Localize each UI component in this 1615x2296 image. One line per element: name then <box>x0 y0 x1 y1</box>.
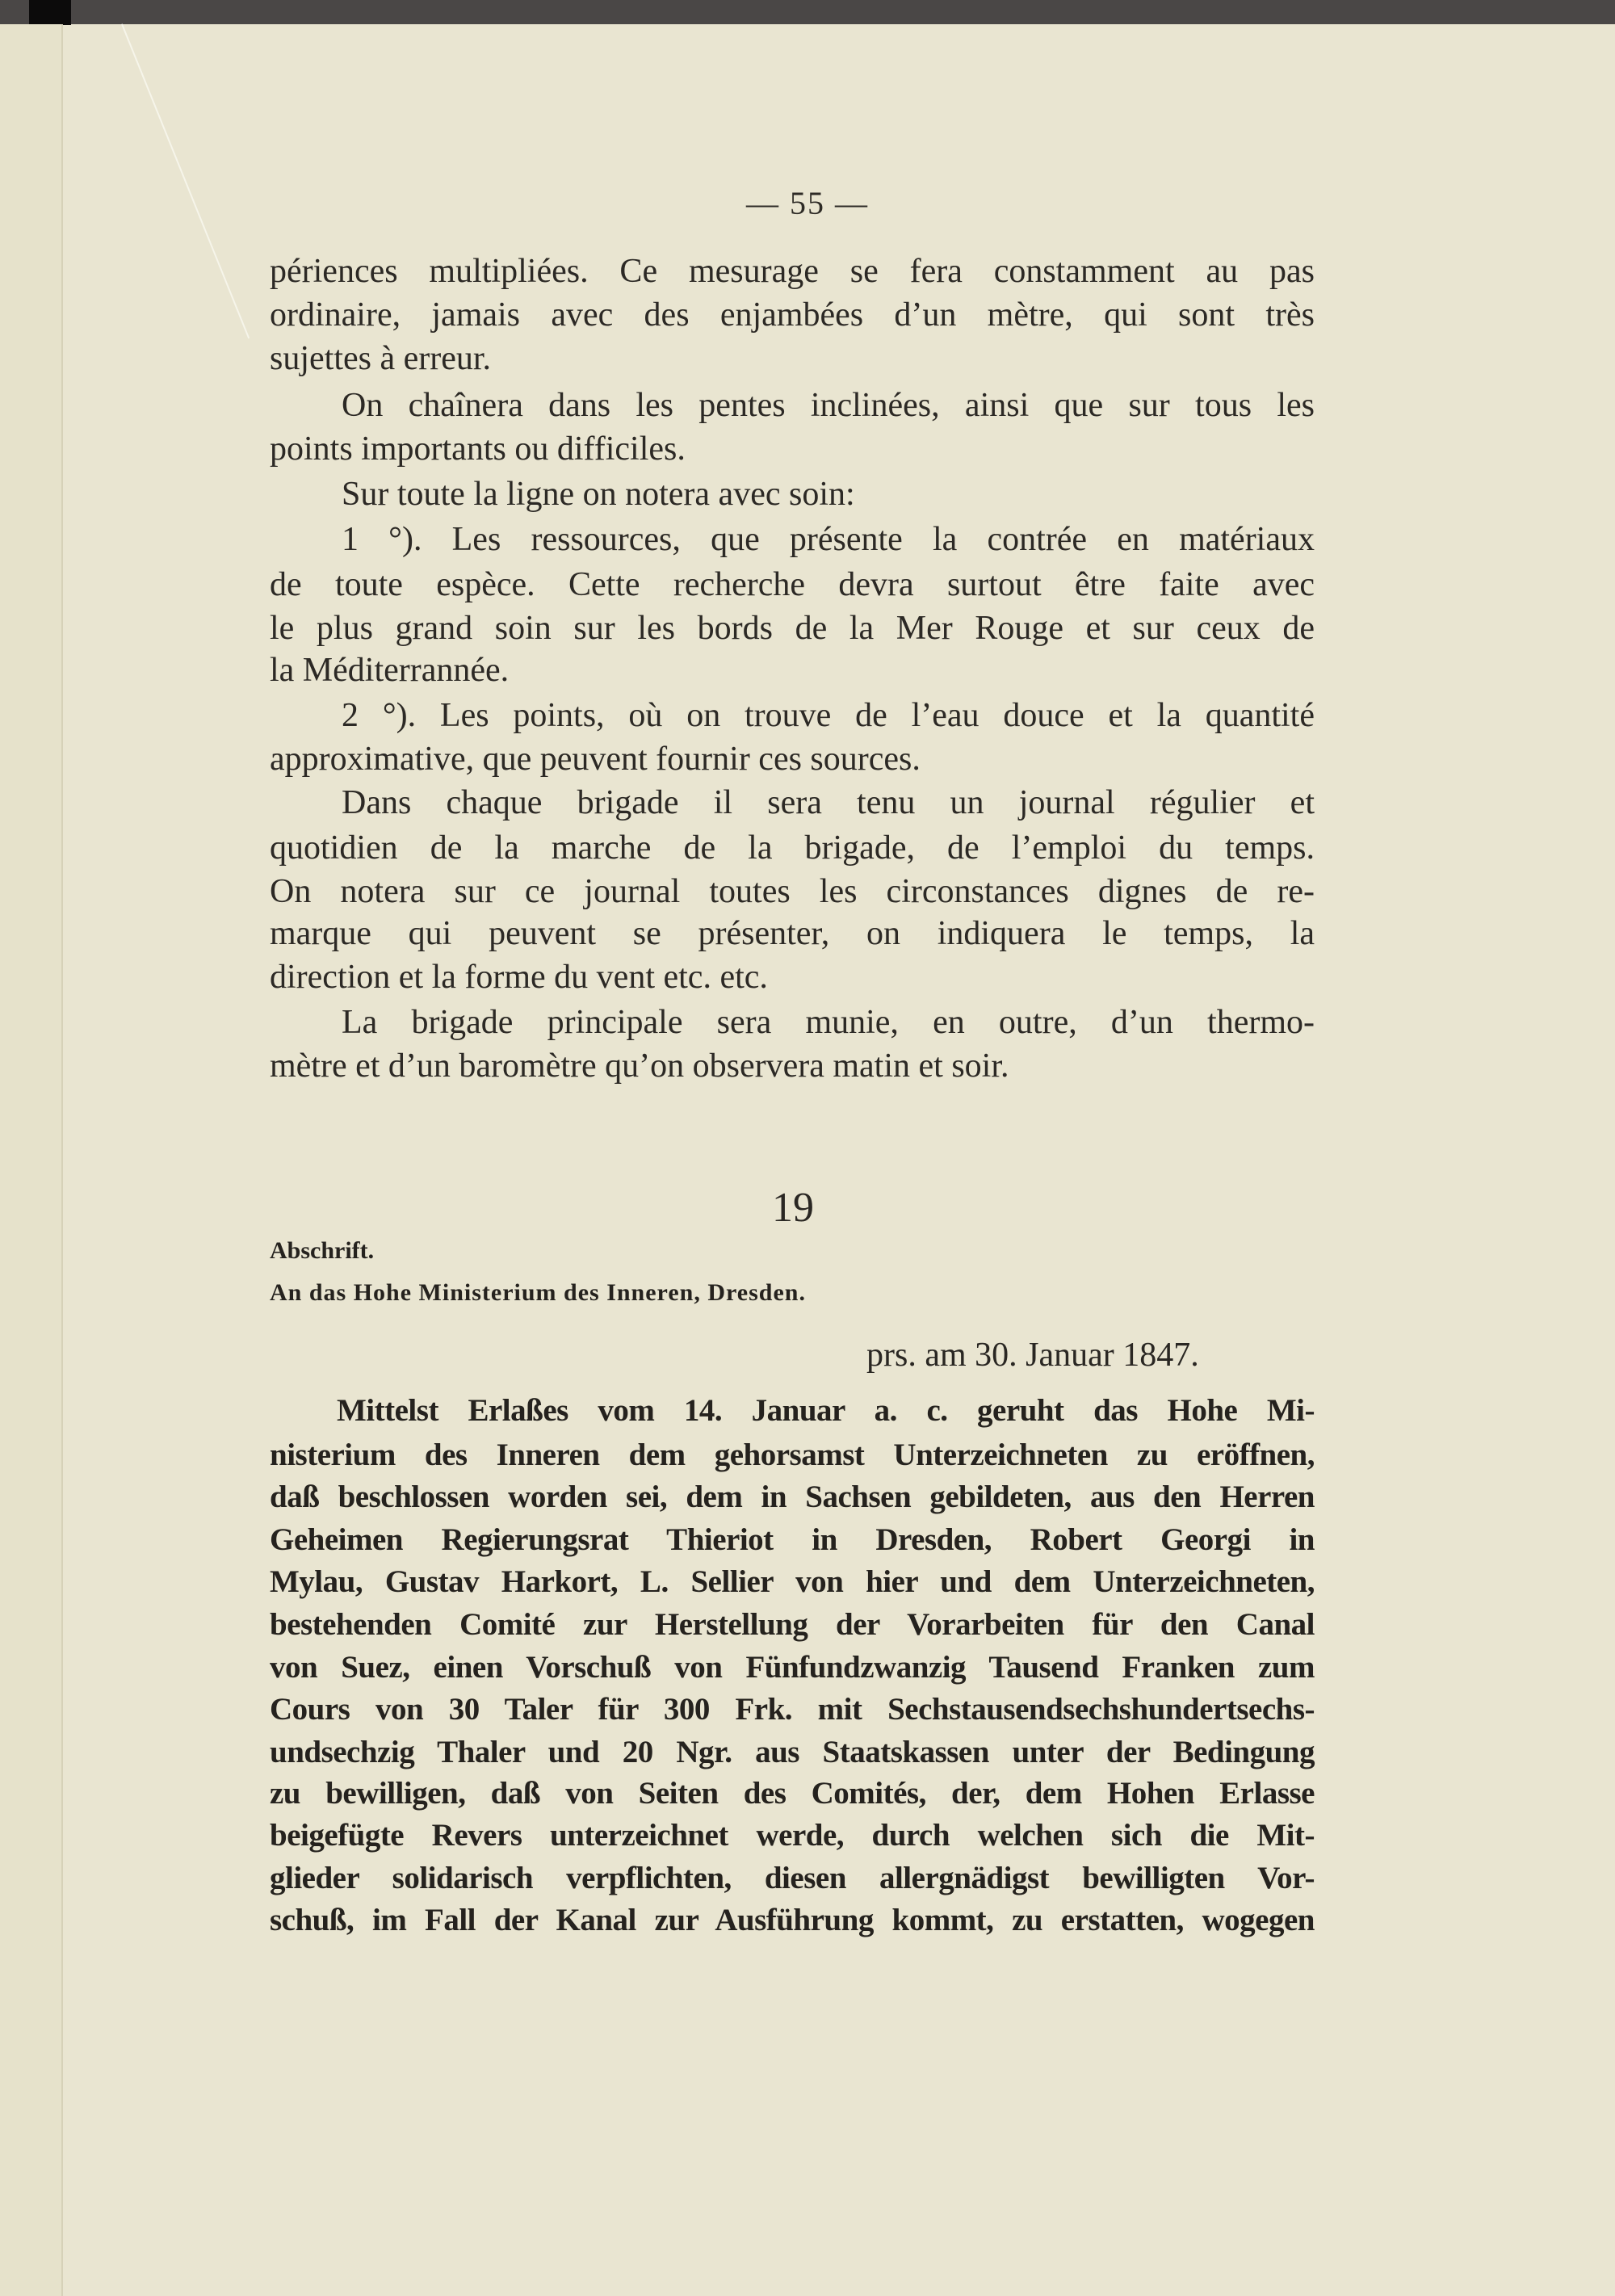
paper-crease <box>121 23 250 338</box>
french-text-line: périences multipliées. Ce mesurage se fera constamment au pas <box>270 253 1315 290</box>
french-text-line: la Méditerrannée. <box>270 652 510 689</box>
german-text-line: Mylau, Gustav Harkort, L. Sellier von hier und dem Unterzeichneten, <box>270 1564 1315 1599</box>
german-text-line: nisterium des Inneren dem gehorsamst Unterzeichneten zu eröffnen, <box>270 1438 1315 1472</box>
german-text-line: beigefügte Revers unterzeichnet werde, durch welchen sich die Mit- <box>270 1818 1315 1853</box>
french-text-line: Sur toute la ligne on notera avec soin: <box>342 476 855 513</box>
french-text-line: direction et la forme du vent etc. etc. <box>270 959 768 996</box>
french-text-line: On notera sur ce journal toutes les circonstances dignes de re- <box>270 873 1315 910</box>
document-number: 19 <box>772 1185 814 1231</box>
french-text-line: sujettes à erreur. <box>270 340 492 377</box>
french-text-line: le plus grand soin sur les bords de la Mer Rouge et sur ceux de <box>270 610 1315 647</box>
german-text-line: zu bewilligen, daß von Seiten des Comités, der, dem Hohen Erlasse <box>270 1776 1315 1811</box>
french-text-line: ordinaire, jamais avec des enjambées d’un mètre, qui sont très <box>270 296 1315 334</box>
document-label: Abschrift. <box>270 1237 375 1264</box>
french-text-line: points importants ou difficiles. <box>270 430 686 468</box>
french-text-line: 1 °). Les ressources, que présente la contrée en matériaux <box>342 521 1315 558</box>
french-text-line: On chaînera dans les pentes inclinées, ainsi que sur tous les <box>342 387 1315 424</box>
scan-marker <box>29 0 71 25</box>
german-text-line: Mittelst Erlaßes vom 14. Januar a. c. geruht das Hohe Mi- <box>337 1393 1315 1428</box>
french-text-line: marque qui peuvent se présenter, on indiquera le temps, la <box>270 915 1315 952</box>
german-text-line: bestehenden Comité zur Herstellung der Vorarbeiten für den Canal <box>270 1607 1315 1642</box>
french-text-line: mètre et d’un baromètre qu’on observera matin et soir. <box>270 1047 1009 1085</box>
french-text-line: approximative, que peuvent fournir ces sources. <box>270 741 921 778</box>
french-text-line: Dans chaque brigade il sera tenu un journal régulier et <box>342 784 1315 821</box>
received-date: prs. am 30. Januar 1847. <box>866 1337 1199 1374</box>
french-text-line: 2 °). Les points, où on trouve de l’eau douce et la quantité <box>342 697 1315 734</box>
german-text-line: glieder solidarisch verpflichten, diesen allergnädigst bewilligten Vor- <box>270 1861 1315 1895</box>
french-text-line: quotidien de la marche de la brigade, de l’emploi du temps. <box>270 829 1315 867</box>
scan-border-top <box>0 0 1615 24</box>
german-text-line: daß beschlossen worden sei, dem in Sachsen gebildeten, aus den Herren <box>270 1480 1315 1514</box>
german-text-line: von Suez, einen Vorschuß von Fünfundzwanzig Tausend Franken zum <box>270 1650 1315 1685</box>
document-addressee: An das Hohe Ministerium des Inneren, Dresden. <box>270 1279 806 1306</box>
german-text-line: schuß, im Fall der Kanal zur Ausführung kommt, zu erstatten, wogegen <box>270 1903 1315 1937</box>
page-fold-edge <box>0 24 63 2296</box>
german-text-line: Geheimen Regierungsrat Thieriot in Dresden, Robert Georgi in <box>270 1522 1315 1557</box>
german-text-line: undsechzig Thaler und 20 Ngr. aus Staatskassen unter der Bedingung <box>270 1735 1315 1769</box>
page-number: — 55 — <box>746 185 869 221</box>
french-text-line: de toute espèce. Cette recherche devra surtout être faite avec <box>270 566 1315 603</box>
french-text-line: La brigade principale sera munie, en outre, d’un thermo- <box>342 1004 1315 1041</box>
german-text-line: Cours von 30 Taler für 300 Frk. mit Sechstausendsechshundertsechs- <box>270 1692 1315 1727</box>
